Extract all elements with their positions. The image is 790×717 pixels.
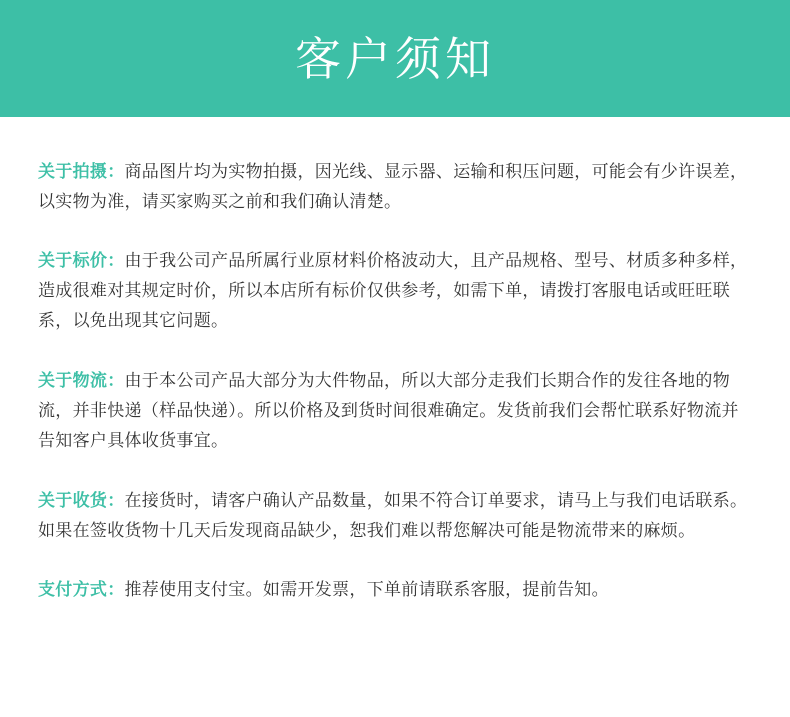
section-text: 由于我公司产品所属行业原材料价格波动大，且产品规格、型号、材质多种多样，造成很难对其规定时价，所以本店所有标价仅供参考，如需下单，请拨打客服电话或旺旺联系，以免出现其它问题。 [38,251,748,331]
section-receiving [38,486,750,546]
section-text: 商品图片均为实物拍摄，因光线、显示器、运输和积压问题，可能会有少许误差，以实物为准，请买家购买之前和我们确认清楚。 [38,162,748,212]
page-title: 客户须知 [295,31,495,86]
section-label: 关于物流： [38,371,125,391]
section-text: 在接货时，请客户确认产品数量，如果不符合订单要求，请马上与我们电话联系。如果在签收货物十几天后发现商品缺少，恕我们难以帮您解决可能是物流带来的麻烦。 [38,491,748,541]
section-text: 推荐使用支付宝。如需开发票，下单前请联系客服，提前告知。 [124,580,609,600]
section-payment [38,575,750,605]
section-label: 关于收货： [38,491,125,511]
section-logistics [38,366,750,456]
section-shooting [38,157,750,217]
page-header [0,0,790,117]
section-pricing [38,246,750,336]
section-label: 关于标价： [38,251,125,271]
section-text: 由于本公司产品大部分为大件物品，所以大部分走我们长期合作的发往各地的物流，并非快递（样品快递）。所以价格及到货时间很难确定。发货前我们会帮忙联系好物流并告知客户具体收货事宜。 [38,371,739,451]
section-label: 支付方式： [38,580,125,600]
section-label: 关于拍摄： [38,162,125,182]
notice-content [0,117,790,605]
